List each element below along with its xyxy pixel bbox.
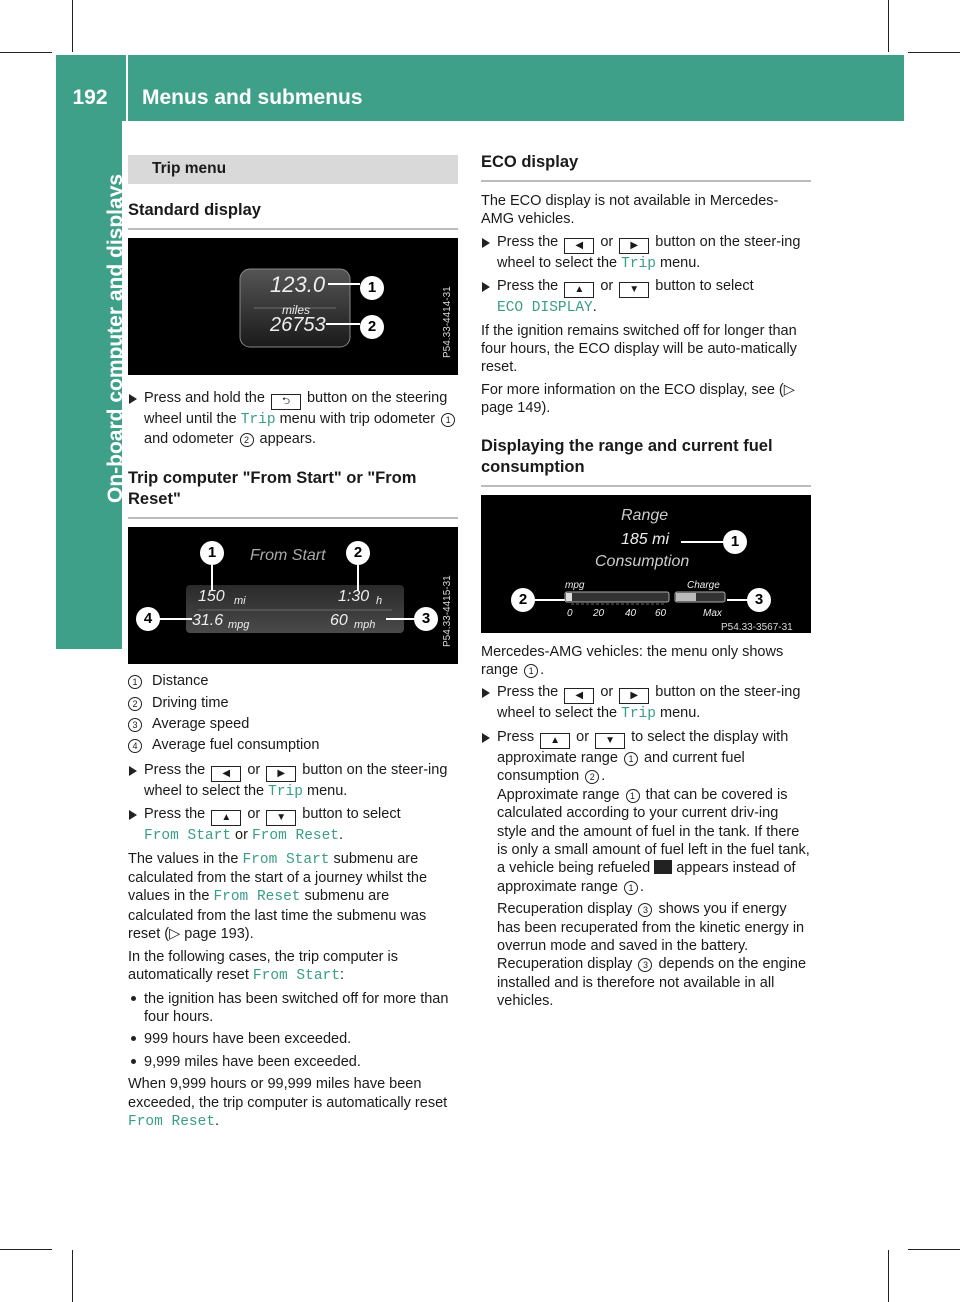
down-arrow-button-icon: ▼ bbox=[595, 733, 625, 749]
list-item: the ignition has been switched off for more than four hours. bbox=[128, 990, 458, 1027]
callout-2: 2 bbox=[346, 541, 370, 565]
odometer-unit: miles bbox=[282, 303, 311, 318]
callout-1: 1 bbox=[360, 276, 384, 300]
callout-1: 1 bbox=[723, 530, 747, 554]
standard-display-heading: Standard display bbox=[128, 200, 458, 230]
odometer-value: 26753 bbox=[270, 314, 326, 337]
header-divider bbox=[126, 55, 128, 121]
submenu-name: ECO DISPLAY bbox=[497, 300, 593, 317]
up-arrow-button-icon: ▲ bbox=[211, 810, 241, 826]
left-arrow-button-icon: ◀ bbox=[564, 238, 594, 254]
trip-computer-heading: Trip computer "From Start" or "From Reset" bbox=[128, 468, 458, 519]
instruction-step: Press the ◀ or ▶ button on the steer-ing wheel to select the Trip menu. bbox=[481, 683, 811, 723]
step-detail: Recuperation display 3 shows you if energy has been recuperated from the kinetic energy in overrun mode and saved in the battery. Recuperation display 3 depends on the engine installed and is therefore not available in all vehicles. bbox=[497, 901, 807, 1010]
mpg-label: mpg bbox=[565, 579, 585, 591]
consumption-label: Consumption bbox=[595, 552, 690, 570]
instruction-step: Press the ▲ or ▼ button to select From Start or From Reset. bbox=[128, 805, 458, 845]
list-item: 999 hours have been exceeded. bbox=[128, 1030, 458, 1048]
back-button-icon: ⮌ bbox=[271, 394, 301, 410]
trip-computer-figure bbox=[128, 527, 458, 664]
body-paragraph: The values in the From Start submenu are calculated from the start of a journey whilst the values in the From Reset submenu are calculated from the last time the submenu was reset (▷ page 193). bbox=[128, 850, 428, 943]
legend-item: 2 Driving time bbox=[128, 694, 458, 712]
scale-tick: 60 bbox=[655, 607, 667, 619]
scale-tick: 20 bbox=[593, 607, 605, 619]
figure-code: P54.33-3567-31 bbox=[721, 621, 793, 633]
body-paragraph: When 9,999 hours or 99,999 miles have been exceeded, the trip computer is automatically reset From Reset. bbox=[128, 1076, 448, 1130]
average-speed-value: 60 bbox=[330, 612, 348, 630]
charge-label: Charge bbox=[687, 579, 720, 591]
up-arrow-button-icon: ▲ bbox=[540, 733, 570, 749]
section-title: Trip menu bbox=[128, 155, 458, 184]
body-paragraph: Mercedes-AMG vehicles: the menu only shows range 1 . bbox=[481, 643, 784, 679]
menu-name: Trip bbox=[621, 706, 656, 723]
crop-mark bbox=[72, 1250, 73, 1302]
right-arrow-button-icon: ▶ bbox=[266, 766, 296, 782]
menu-name: Trip bbox=[240, 412, 276, 429]
callout-ref-1: 1 bbox=[441, 413, 455, 427]
crop-mark bbox=[888, 1250, 889, 1302]
crop-mark bbox=[908, 52, 960, 53]
scale-tick: 40 bbox=[625, 607, 637, 619]
instruction-step: Press the ▲ or ▼ button to select ECO DISPLAY. bbox=[481, 277, 811, 317]
page-ref-icon: ▷ bbox=[783, 381, 795, 398]
body-paragraph: In the following cases, the trip computer is automatically reset From Start: bbox=[128, 948, 398, 985]
callout-3: 3 bbox=[747, 588, 771, 612]
range-value: 185 mi bbox=[621, 530, 670, 548]
left-arrow-button-icon: ◀ bbox=[211, 766, 241, 782]
legend-item: 3 Average speed bbox=[128, 715, 458, 733]
left-arrow-button-icon: ◀ bbox=[564, 688, 594, 704]
crop-mark bbox=[0, 1249, 52, 1250]
menu-name: Trip bbox=[268, 783, 303, 800]
chapter-tab bbox=[56, 121, 127, 649]
right-arrow-button-icon: ▶ bbox=[619, 238, 649, 254]
distance-unit: mi bbox=[234, 595, 246, 608]
max-label: Max bbox=[703, 607, 722, 619]
range-label: Range bbox=[621, 506, 669, 524]
crop-mark bbox=[888, 0, 889, 52]
callout-ref-2: 2 bbox=[240, 433, 254, 447]
legend-item: 4 Average fuel consumption bbox=[128, 736, 458, 754]
range-consumption-figure bbox=[481, 495, 811, 633]
callout-2: 2 bbox=[511, 588, 535, 612]
down-arrow-button-icon: ▼ bbox=[266, 810, 296, 826]
fuel-pump-icon bbox=[654, 860, 672, 874]
chapter-title: Menus and submenus bbox=[142, 86, 363, 109]
body-paragraph: The ECO display is not available in Mercedes-AMG vehicles. bbox=[481, 193, 779, 228]
crop-mark bbox=[908, 1249, 960, 1250]
average-speed-unit: mph bbox=[354, 619, 376, 632]
crop-mark bbox=[72, 0, 73, 52]
legend-item: 1 Distance bbox=[128, 672, 458, 690]
down-arrow-button-icon: ▼ bbox=[619, 282, 649, 298]
left-column bbox=[128, 155, 458, 1135]
trip-odometer-value: 123.0 bbox=[270, 272, 326, 298]
body-paragraph: If the ignition remains switched off for longer than four hours, the ECO display will be auto-matically reset. bbox=[481, 322, 797, 376]
eco-display-heading: ECO display bbox=[481, 152, 811, 182]
page-reference-link[interactable]: page 149). bbox=[481, 400, 551, 417]
right-column bbox=[481, 152, 811, 1015]
chapter-tab-label: On-board computer and displays bbox=[104, 173, 127, 503]
submenu-name: From Reset bbox=[251, 828, 339, 845]
page-ref-icon: ▷ bbox=[169, 926, 181, 943]
consumption-value: 31.6 bbox=[192, 612, 224, 630]
list-item: 9,999 miles have been exceeded. bbox=[128, 1053, 458, 1071]
standard-display-figure bbox=[128, 238, 458, 375]
body-paragraph: For more information on the ECO display, see (▷ page 149). bbox=[481, 381, 795, 417]
page-header bbox=[56, 55, 904, 121]
figure-code: P54.33-4414-31 bbox=[442, 286, 453, 359]
page-number: 192 bbox=[72, 86, 108, 109]
callout-1: 1 bbox=[200, 541, 224, 565]
driving-time-unit: h bbox=[376, 595, 383, 608]
instruction-step: Press the ◀ or ▶ button on the steer-ing wheel to select the Trip menu. bbox=[128, 761, 458, 801]
right-arrow-button-icon: ▶ bbox=[619, 688, 649, 704]
instruction-step: Press ▲ or ▼ to select the display with approximate range 1 and current fuel consumption 2 . Approximate range 1 that can be covered is calculated according to your current driv-ing style and the amount of fuel in the tank. If there is only a small amount of fuel left in the fuel tank, a vehicle being refueled appears instead of approximate range 1 . Recuperation display 3 shows you if energy has been recuperated from the kinetic energy in overrun mode and saved in the battery. Recuperation display 3 depends on the engine installed and is therefore not available in all vehicles. bbox=[481, 728, 811, 1011]
step-detail: Approximate range 1 that can be covered is calculated according to your current driv-ing style and the amount of fuel in the tank. If there is only a small amount of fuel left in the fuel tank, a vehicle being refueled appears instead of approximate range 1 . bbox=[497, 786, 810, 895]
display-title: From Start bbox=[250, 547, 326, 565]
distance-value: 150 bbox=[198, 588, 225, 606]
figure-code: P54.33-4415-31 bbox=[442, 575, 453, 648]
callout-4: 4 bbox=[136, 607, 160, 631]
callout-3: 3 bbox=[414, 607, 438, 631]
submenu-name: From Start bbox=[144, 828, 232, 845]
callout-2: 2 bbox=[360, 315, 384, 339]
scale-tick: 0 bbox=[567, 607, 573, 619]
page-reference-link[interactable]: page 193). bbox=[184, 926, 254, 943]
instruction-step: Press the ◀ or ▶ button on the steer-ing wheel to select the Trip menu. bbox=[481, 233, 811, 273]
crop-mark bbox=[0, 52, 52, 53]
driving-time-value: 1:30 bbox=[338, 588, 370, 606]
range-heading: Displaying the range and current fuel consumption bbox=[481, 436, 811, 487]
consumption-unit: mpg bbox=[228, 619, 250, 632]
menu-name: Trip bbox=[621, 255, 656, 272]
instruction-step: Press and hold the ⮌ button on the steering wheel until the Trip menu with trip odometer 1 and odometer 2 appears. bbox=[128, 389, 458, 448]
up-arrow-button-icon: ▲ bbox=[564, 282, 594, 298]
